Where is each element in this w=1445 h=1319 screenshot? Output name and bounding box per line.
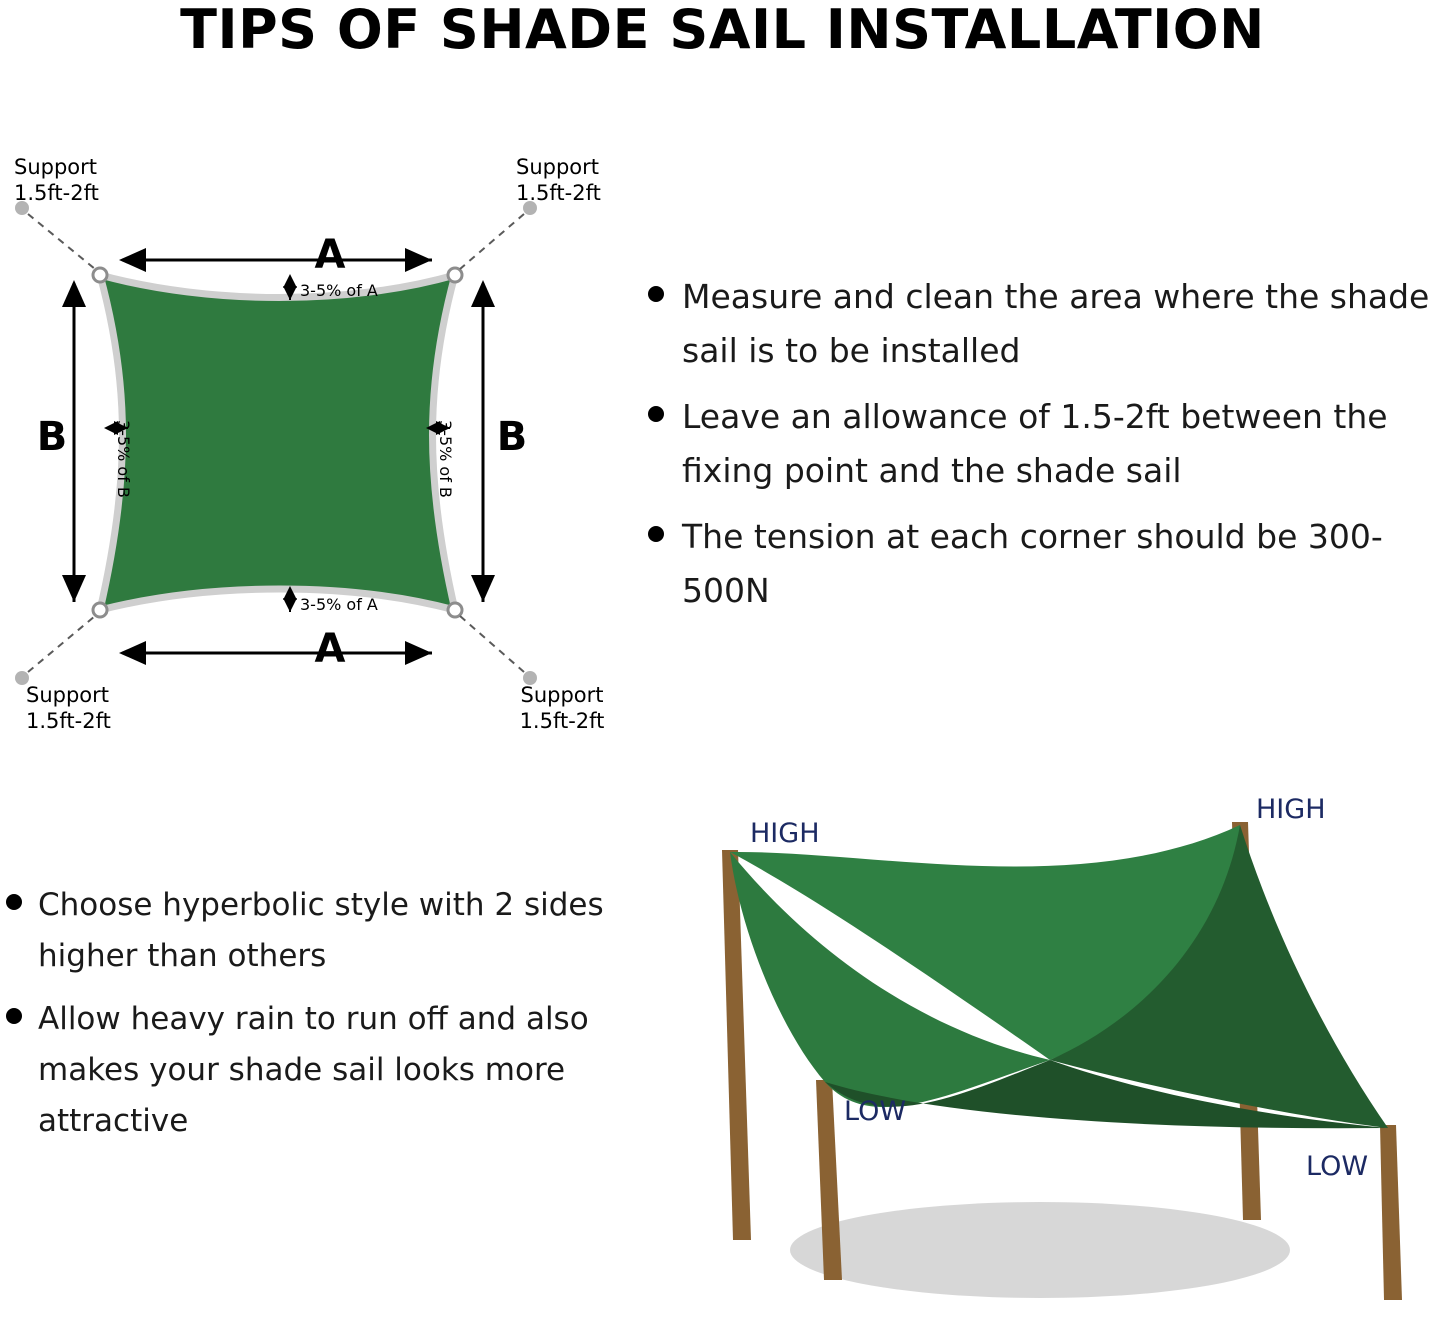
label-high-right: HIGH [1256, 794, 1326, 825]
support-label-top-right-line1: Support [516, 155, 600, 179]
label-low-right: LOW [1306, 1151, 1369, 1182]
bullet-text: Leave an allowance of 1.5-2ft between the fixing point and the shade sail [682, 397, 1388, 490]
support-label-bottom-right-line2: 1.5ft-2ft [519, 709, 605, 730]
bullet-text: Choose hyperbolic style with 2 sides higher than others [38, 887, 604, 974]
label-high-left: HIGH [750, 818, 820, 849]
list-item [648, 510, 1445, 618]
dimension-label-bottom-a: A [314, 626, 346, 672]
page-title: TIPS OF SHADE SAIL INSTALLATION [180, 0, 1265, 61]
curve-label-bottom: 3-5% of A [300, 595, 378, 614]
dimension-label-top-a: A [314, 232, 346, 278]
dimension-label-right-b: B [496, 414, 528, 460]
list-item [648, 270, 1445, 378]
support-label-top-left-line1: Support [14, 155, 98, 179]
top-bullet-list [648, 270, 1445, 630]
bottom-bullet-list [6, 880, 626, 1159]
label-low-left: LOW [844, 1096, 907, 1127]
list-item [6, 880, 626, 982]
bullet-dot-icon [6, 1008, 22, 1024]
support-label-top-left-line2: 1.5ft-2ft [14, 181, 99, 205]
rectangular-sail-diagram [0, 150, 660, 730]
bullet-dot-icon [648, 526, 664, 542]
list-item [648, 390, 1445, 498]
curve-label-right: 3-5% of B [436, 420, 455, 498]
curve-label-left: 3-5% of B [114, 420, 133, 498]
bullet-dot-icon [648, 286, 664, 302]
bullet-text: Measure and clean the area where the shade sail is to be installed [682, 277, 1430, 370]
support-label-bottom-left-line1: Support [26, 683, 110, 707]
support-label-bottom-left-line2: 1.5ft-2ft [26, 709, 111, 730]
support-label-bottom-right-line1: Support [520, 683, 604, 707]
curve-label-top: 3-5% of A [300, 281, 378, 300]
support-label-top-right-line2: 1.5ft-2ft [516, 181, 601, 205]
bullet-text: Allow heavy rain to run off and also makes your shade sail looks more attractive [38, 1001, 589, 1139]
dimension-label-left-b: B [36, 414, 68, 460]
bullet-text: The tension at each corner should be 300-500N [682, 517, 1383, 610]
list-item [6, 994, 626, 1147]
bullet-dot-icon [6, 894, 22, 910]
hyperbolic-sail-illustration [620, 780, 1445, 1319]
bullet-dot-icon [648, 406, 664, 422]
